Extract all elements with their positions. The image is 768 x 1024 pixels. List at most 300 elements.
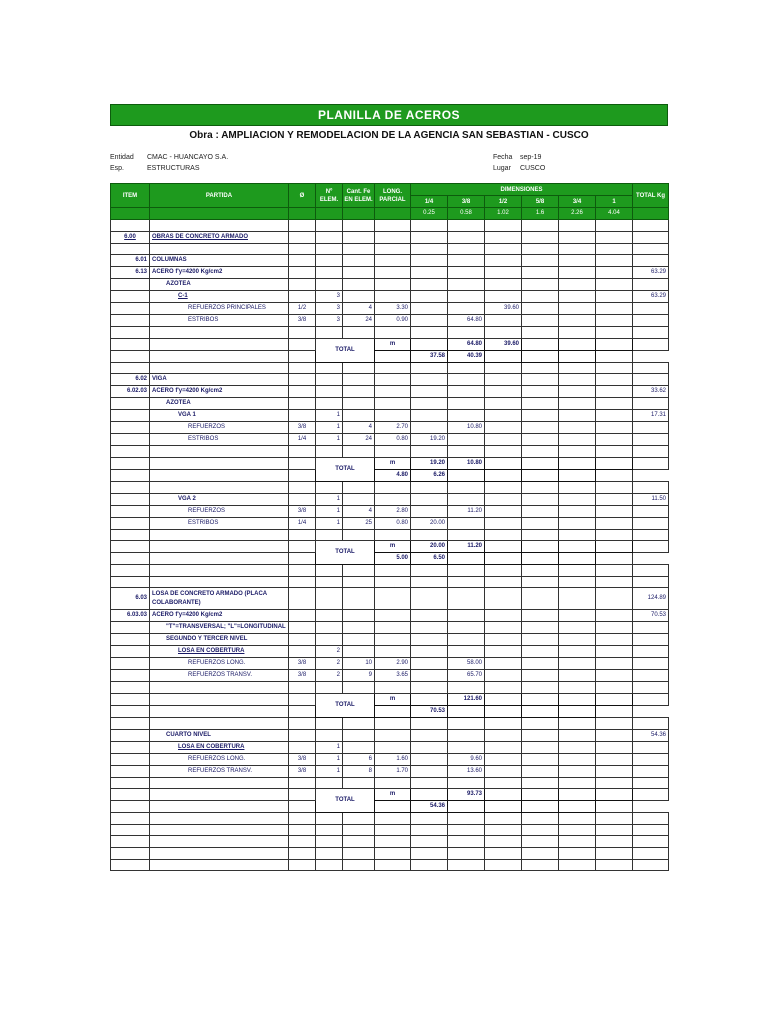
long-cell: 1.60: [375, 753, 411, 765]
dim-value: 39.60: [485, 338, 522, 350]
item-cell: [111, 717, 150, 729]
cant-cell: [343, 847, 375, 859]
diam-cell: [289, 350, 316, 362]
esp-label: Esp.: [110, 165, 125, 172]
dim-value: [522, 824, 559, 836]
size-3-8: 3/8: [448, 196, 485, 208]
dim-value: [559, 446, 596, 458]
long-cell: [375, 481, 411, 493]
partida-cell: [150, 847, 289, 859]
dim-value: [596, 315, 633, 327]
fecha-value: sep-19: [520, 154, 542, 161]
total-cell: [633, 541, 669, 553]
dim-value: [522, 610, 559, 622]
dim-value: [596, 231, 633, 243]
partida-cell: [150, 576, 289, 588]
total-cell: [633, 622, 669, 634]
dim-value: [522, 267, 559, 279]
dim-value: [448, 588, 485, 610]
long-cell: [375, 374, 411, 386]
dim-value: 39.60: [485, 303, 522, 315]
partida-cell: [150, 801, 289, 813]
total-cell: 63.29: [633, 291, 669, 303]
dim-value: [485, 658, 522, 670]
blank-row: [111, 847, 669, 859]
table-row: [111, 434, 669, 446]
cant-cell: [343, 824, 375, 836]
cant-cell: [343, 374, 375, 386]
col-cant: Cant. Fe EN ELEM.: [343, 184, 375, 208]
dim-value: [522, 231, 559, 243]
dim-value: [596, 493, 633, 505]
dim-value: [411, 267, 448, 279]
cant-cell: 8: [343, 765, 375, 777]
dim-value: [485, 859, 522, 871]
dim-value: [522, 327, 559, 339]
long-cell: [375, 741, 411, 753]
dim-value: [485, 729, 522, 741]
table-row: [111, 350, 669, 362]
diam-cell: 3/8: [289, 658, 316, 670]
dim-value: [522, 634, 559, 646]
partida-cell: SEGUNDO Y TERCER NIVEL: [150, 634, 289, 646]
dim-value: [485, 682, 522, 694]
total-cell: 70.53: [633, 610, 669, 622]
item-cell: [111, 398, 150, 410]
diam-cell: [289, 481, 316, 493]
dim-value: [596, 529, 633, 541]
item-cell: [111, 315, 150, 327]
dim-value: [559, 529, 596, 541]
total-cell: [633, 847, 669, 859]
dim-value: [411, 622, 448, 634]
partida-cell: [150, 717, 289, 729]
dim-value: [411, 717, 448, 729]
total-cell: [633, 777, 669, 789]
dim-value: [411, 386, 448, 398]
dim-value: [522, 279, 559, 291]
dim-value: [411, 729, 448, 741]
item-cell: [111, 279, 150, 291]
long-cell: [375, 255, 411, 267]
dim-value: [596, 658, 633, 670]
dim-value: [596, 481, 633, 493]
dim-value: [411, 693, 448, 705]
long-cell: 0.90: [375, 315, 411, 327]
dim-value: [448, 565, 485, 577]
diam-cell: [289, 646, 316, 658]
dim-value: [522, 469, 559, 481]
dim-value: [485, 741, 522, 753]
total-cell: [633, 789, 669, 801]
dim-value: [411, 279, 448, 291]
item-cell: [111, 469, 150, 481]
item-cell: [111, 753, 150, 765]
dim-value: [522, 765, 559, 777]
dim-value: [522, 243, 559, 255]
cant-cell: [343, 529, 375, 541]
item-cell: [111, 446, 150, 458]
cant-cell: [343, 588, 375, 610]
item-cell: [111, 777, 150, 789]
table-row: [111, 765, 669, 777]
cant-cell: [343, 327, 375, 339]
diam-cell: 1/2: [289, 303, 316, 315]
dim-value: [411, 658, 448, 670]
dim-value: [411, 859, 448, 871]
diam-cell: [289, 457, 316, 469]
weight-1-4: 0.25: [411, 208, 448, 220]
dim-value: [485, 588, 522, 610]
dim-value: 4.80: [375, 469, 411, 481]
col-dimensiones: DIMENSIONES: [411, 184, 633, 196]
n-elem-cell: [316, 220, 343, 232]
dim-value: [411, 315, 448, 327]
item-cell: 6.00: [111, 231, 150, 243]
dim-value: [485, 315, 522, 327]
cant-cell: [343, 398, 375, 410]
dim-value: [485, 801, 522, 813]
table-row: [111, 517, 669, 529]
total-cell: 11.50: [633, 493, 669, 505]
dim-value: [559, 705, 596, 717]
dim-value: [596, 279, 633, 291]
blank-row: [111, 481, 669, 493]
item-cell: [111, 634, 150, 646]
dim-value: [596, 634, 633, 646]
diam-cell: [289, 801, 316, 813]
partida-cell: [150, 338, 289, 350]
long-cell: 0.80: [375, 517, 411, 529]
dim-value: [559, 279, 596, 291]
dim-value: [448, 634, 485, 646]
cant-cell: [343, 231, 375, 243]
dim-value: [522, 717, 559, 729]
total-cell: [633, 457, 669, 469]
total-cell: [633, 634, 669, 646]
dim-value: [448, 553, 485, 565]
dim-value: [411, 813, 448, 825]
total-cell: [633, 670, 669, 682]
partida-cell: [150, 777, 289, 789]
n-elem-cell: 3: [316, 303, 343, 315]
weight-1-2: 1.02: [485, 208, 522, 220]
dim-value: [448, 434, 485, 446]
item-cell: [111, 824, 150, 836]
dim-value: [448, 362, 485, 374]
dim-value: [596, 753, 633, 765]
dim-value: [596, 588, 633, 610]
diam-cell: [289, 859, 316, 871]
dim-value: [559, 231, 596, 243]
dim-value: 13.60: [448, 765, 485, 777]
dim-value: [559, 220, 596, 232]
dim-value: 54.36: [411, 801, 448, 813]
diam-cell: 3/8: [289, 315, 316, 327]
lugar-label: Lugar: [493, 165, 511, 172]
dim-value: [485, 231, 522, 243]
cant-cell: [343, 622, 375, 634]
dim-value: [448, 622, 485, 634]
item-cell: [111, 362, 150, 374]
dim-value: [522, 315, 559, 327]
dim-value: [448, 610, 485, 622]
item-cell: [111, 741, 150, 753]
total-cell: [633, 813, 669, 825]
dim-value: [559, 658, 596, 670]
dim-value: [411, 220, 448, 232]
dim-value: [411, 753, 448, 765]
dim-value: [596, 813, 633, 825]
dim-value: [596, 505, 633, 517]
dim-value: [411, 255, 448, 267]
cant-cell: 6: [343, 753, 375, 765]
total-cell: 54.36: [633, 729, 669, 741]
item-cell: [111, 705, 150, 717]
info-left: [110, 152, 228, 174]
long-cell: 0.80: [375, 434, 411, 446]
dim-value: [522, 386, 559, 398]
dim-value: [522, 777, 559, 789]
long-cell: [375, 717, 411, 729]
dim-value: [596, 622, 633, 634]
cant-cell: 10: [343, 658, 375, 670]
partida-cell: AZOTEA: [150, 398, 289, 410]
partida-cell: [150, 553, 289, 565]
partida-cell: REFUERZOS: [150, 505, 289, 517]
dim-value: [448, 529, 485, 541]
dim-value: [485, 279, 522, 291]
item-cell: [111, 565, 150, 577]
dim-value: [448, 801, 485, 813]
dim-value: [559, 670, 596, 682]
diam-cell: [289, 741, 316, 753]
long-cell: [375, 622, 411, 634]
dim-value: [411, 446, 448, 458]
table-row: [111, 541, 669, 553]
cant-cell: [343, 682, 375, 694]
dim-value: 5.00: [375, 553, 411, 565]
cant-cell: [343, 634, 375, 646]
dim-value: [559, 682, 596, 694]
long-cell: 2.80: [375, 505, 411, 517]
partida-cell: [150, 705, 289, 717]
total-cell: [633, 517, 669, 529]
table-row: [111, 422, 669, 434]
n-elem-cell: 1: [316, 753, 343, 765]
dim-value: [596, 303, 633, 315]
dim-value: [411, 338, 448, 350]
table-row: [111, 303, 669, 315]
blank-row: [111, 362, 669, 374]
diam-cell: [289, 362, 316, 374]
dim-value: [596, 434, 633, 446]
dim-value: [596, 243, 633, 255]
dim-value: [411, 398, 448, 410]
partida-cell: AZOTEA: [150, 279, 289, 291]
weights-row: [111, 208, 669, 220]
cant-cell: [343, 291, 375, 303]
total-label: TOTAL: [316, 693, 375, 717]
dim-value: [559, 741, 596, 753]
dim-value: [448, 741, 485, 753]
partida-cell: REFUERZOS LONG.: [150, 658, 289, 670]
n-elem-cell: [316, 576, 343, 588]
item-cell: [111, 658, 150, 670]
dim-value: 6.26: [411, 469, 448, 481]
dim-value: [411, 588, 448, 610]
total-cell: [633, 693, 669, 705]
dim-value: [485, 576, 522, 588]
dim-value: [559, 824, 596, 836]
n-elem-cell: 1: [316, 505, 343, 517]
item-cell: 6.13: [111, 267, 150, 279]
dim-value: [559, 493, 596, 505]
cant-cell: [343, 446, 375, 458]
item-cell: [111, 622, 150, 634]
dim-value: [448, 446, 485, 458]
partida-cell: VGA 1: [150, 410, 289, 422]
dim-value: [559, 327, 596, 339]
diam-cell: [289, 693, 316, 705]
dim-value: [596, 267, 633, 279]
item-cell: 6.02: [111, 374, 150, 386]
item-cell: [111, 410, 150, 422]
total-label: TOTAL: [316, 457, 375, 481]
table-row: [111, 646, 669, 658]
dim-value: [559, 398, 596, 410]
table-row: [111, 705, 669, 717]
dim-value: [522, 422, 559, 434]
size-1: 1: [596, 196, 633, 208]
dim-value: [559, 813, 596, 825]
total-cell: [633, 255, 669, 267]
dim-value: [485, 610, 522, 622]
diam-cell: 3/8: [289, 670, 316, 682]
partida-cell: [150, 350, 289, 362]
total-cell: [633, 658, 669, 670]
dim-value: [522, 457, 559, 469]
total-label: TOTAL: [316, 338, 375, 362]
table-row: [111, 255, 669, 267]
total-cell: [596, 705, 633, 717]
dim-value: [596, 457, 633, 469]
blank-row: [111, 813, 669, 825]
diam-cell: [289, 374, 316, 386]
table-row: [111, 753, 669, 765]
table-row: [111, 588, 669, 610]
partida-cell: VGA 2: [150, 493, 289, 505]
diam-cell: [289, 220, 316, 232]
partida-cell: ACERO f'y=4200 Kg/cm2: [150, 610, 289, 622]
dim-value: [559, 505, 596, 517]
dim-value: [411, 505, 448, 517]
item-cell: [111, 765, 150, 777]
item-cell: [111, 493, 150, 505]
item-cell: [111, 350, 150, 362]
entidad-value: CMAC - HUANCAYO S.A.: [147, 154, 229, 161]
cant-cell: 24: [343, 434, 375, 446]
partida-cell: [150, 457, 289, 469]
dim-value: 70.53: [411, 705, 448, 717]
table-row: [111, 729, 669, 741]
n-elem-cell: [316, 529, 343, 541]
n-elem-cell: [316, 243, 343, 255]
dim-value: [485, 553, 522, 565]
long-cell: [375, 634, 411, 646]
diam-cell: [289, 493, 316, 505]
dim-value: [485, 446, 522, 458]
dim-value: [448, 836, 485, 848]
long-cell: 1.70: [375, 765, 411, 777]
n-elem-cell: [316, 824, 343, 836]
cant-cell: 4: [343, 422, 375, 434]
partida-cell: [150, 693, 289, 705]
cant-cell: [343, 279, 375, 291]
dim-value: [485, 362, 522, 374]
dim-value: 19.20: [411, 434, 448, 446]
long-cell: [375, 824, 411, 836]
table-row: [111, 291, 669, 303]
total-cell: [633, 398, 669, 410]
n-elem-cell: [316, 398, 343, 410]
n-elem-cell: [316, 729, 343, 741]
dim-value: [522, 859, 559, 871]
dim-value: [522, 553, 559, 565]
diam-cell: [289, 836, 316, 848]
dim-value: [485, 255, 522, 267]
n-elem-cell: [316, 836, 343, 848]
dim-value: [559, 717, 596, 729]
long-cell: [375, 493, 411, 505]
dim-value: [485, 398, 522, 410]
dim-value: [448, 327, 485, 339]
item-cell: [111, 529, 150, 541]
long-cell: [375, 777, 411, 789]
total-cell: [596, 469, 633, 481]
long-cell: [375, 646, 411, 658]
blank-row: [111, 682, 669, 694]
n-elem-cell: 3: [316, 315, 343, 327]
dim-value: [522, 801, 559, 813]
table-row: [111, 622, 669, 634]
dim-value: [522, 565, 559, 577]
diam-cell: [289, 231, 316, 243]
partida-cell: [150, 529, 289, 541]
partida-cell: [150, 824, 289, 836]
dim-value: [559, 303, 596, 315]
cant-cell: [343, 729, 375, 741]
dim-value: [522, 410, 559, 422]
dim-value: 37.58: [411, 350, 448, 362]
dim-value: [596, 765, 633, 777]
diam-cell: 1/4: [289, 517, 316, 529]
n-elem-cell: [316, 374, 343, 386]
n-elem-cell: [316, 386, 343, 398]
dim-value: [485, 505, 522, 517]
dim-value: [522, 541, 559, 553]
item-cell: [111, 291, 150, 303]
n-elem-cell: 2: [316, 670, 343, 682]
table-row: [111, 398, 669, 410]
item-cell: [111, 576, 150, 588]
cant-cell: [343, 610, 375, 622]
dim-value: [522, 517, 559, 529]
dim-value: [411, 243, 448, 255]
cant-cell: [343, 646, 375, 658]
dim-value: [485, 717, 522, 729]
cant-cell: [343, 717, 375, 729]
